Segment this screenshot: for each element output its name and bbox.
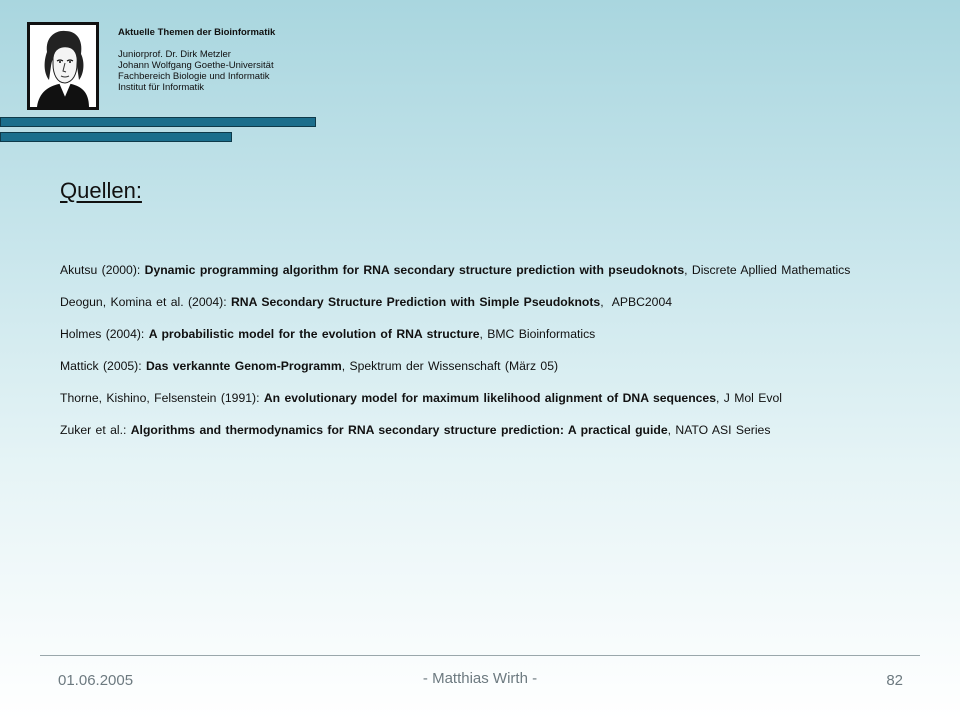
footer-author: - Matthias Wirth -	[422, 670, 538, 687]
footer-divider	[40, 655, 920, 656]
header-bar-long	[0, 117, 316, 127]
header-line-department: Fachbereich Biologie und Informatik	[118, 71, 270, 82]
reference-title: Algorithms and thermodynamics for RNA secondary structure prediction: A practical guide	[130, 423, 668, 437]
goethe-portrait-logo	[27, 22, 99, 110]
header-line-institute: Institut für Informatik	[118, 82, 205, 93]
header-block	[118, 27, 275, 93]
reference-authors: Deogun, Komina et al. (2004):	[60, 295, 227, 309]
header-line-university: Johann Wolfgang Goethe-Universität	[118, 60, 274, 71]
reference-item: Holmes (2004): A probabilistic model for the evolution of RNA structure, BMC Bioinformatics	[60, 327, 596, 341]
reference-source: BMC Bioinformatics	[487, 327, 596, 341]
reference-item: Akutsu (2000): Dynamic programming algorithm for RNA secondary structure prediction with pseudoknots, Discrete Apllied Mathematics	[60, 263, 851, 277]
reference-item: Thorne, Kishino, Felsenstein (1991): An evolutionary model for maximum likelihood alignment of DNA sequences, J Mol Evol	[60, 391, 782, 405]
portrait-icon	[27, 22, 99, 110]
reference-title: Das verkannte Genom-Programm	[146, 359, 342, 373]
reference-list	[60, 262, 940, 454]
reference-authors: Akutsu (2000):	[60, 263, 141, 277]
reference-source: NATO ASI Series	[675, 423, 771, 437]
course-title: Aktuelle Themen der Bioinformatik	[118, 27, 276, 38]
reference-title: RNA Secondary Structure Prediction with Simple Pseudoknots	[231, 295, 601, 309]
reference-title: Dynamic programming algorithm for RNA secondary structure prediction with pseudoknots	[144, 263, 685, 277]
reference-title: A probabilistic model for the evolution of RNA structure	[148, 327, 480, 341]
reference-authors: Thorne, Kishino, Felsenstein (1991):	[60, 391, 260, 405]
page-number: 82	[886, 672, 903, 689]
reference-source: Spektrum der Wissenschaft (März 05)	[349, 359, 559, 373]
slide-heading: Quellen:	[60, 178, 142, 203]
footer-date: 01.06.2005	[58, 672, 134, 689]
reference-source: APBC2004	[611, 295, 673, 309]
reference-source: Discrete Apllied Mathematics	[691, 263, 851, 277]
reference-title: An evolutionary model for maximum likelihood alignment of DNA sequences	[263, 391, 716, 405]
reference-item: Zuker et al.: Algorithms and thermodynamics for RNA secondary structure prediction: A practical guide, NATO ASI Series	[60, 423, 771, 437]
reference-authors: Zuker et al.:	[60, 423, 127, 437]
reference-item: Mattick (2005): Das verkannte Genom-Programm, Spektrum der Wissenschaft (März 05)	[60, 359, 559, 373]
reference-authors: Mattick (2005):	[60, 359, 142, 373]
header-line-professor: Juniorprof. Dr. Dirk Metzler	[118, 49, 231, 60]
reference-item: Deogun, Komina et al. (2004): RNA Secondary Structure Prediction with Simple Pseudoknots, APBC2004	[60, 295, 673, 309]
reference-authors: Holmes (2004):	[60, 327, 145, 341]
header-bar-short	[0, 132, 232, 142]
reference-source: J Mol Evol	[723, 391, 782, 405]
